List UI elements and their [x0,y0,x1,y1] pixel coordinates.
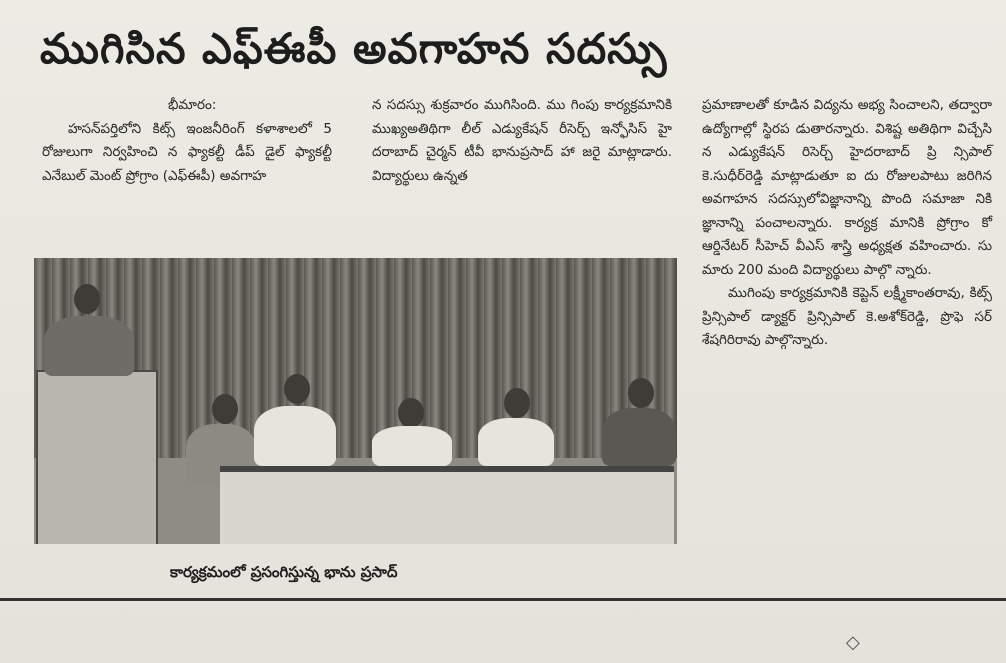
event-photo [34,258,677,544]
guest-figure [478,418,554,466]
guest-head [398,398,424,428]
guest-figure [254,406,336,466]
guest-head [504,388,530,418]
article-column-1 [42,94,332,188]
bottom-rule [0,598,1006,601]
guest-figure [372,426,452,466]
photo-caption: కార్యక్రమంలో ప్రసంగిస్తున్న భాను ప్రసాద్ [170,563,398,581]
headline: ముగిసిన ఎఫ్‌ఈపీ అవగాహన సదస్సు [40,24,668,73]
podium [36,370,158,544]
guest-figure [602,408,676,466]
article-column-3 [702,94,992,353]
article-text-2: న సదస్సు శుక్రవారం ముగిసింది. ము గింపు కార్యక్రమానికి ముఖ్యఅతిథిగా లీల్ ఎడ్యుకేషన్ రీసెర్చ్ ఇన్ఫోసిస్ హై దరాబాద్ చైర్మన్ టీవీ భానుప్రసాద్ హా జరై మాట్లాడారు. విద్యార్థులు ఉన్నత [372,97,672,184]
speaker-figure [44,316,134,376]
guest-head [212,394,238,424]
speaker-head [74,284,100,314]
dais-table [220,466,674,544]
article-text-4: ముగింపు కార్యక్రమానికి కెప్టెన్ లక్ష్మీకాంతరావు, కిట్స్ ప్రిన్సిపాల్ డ్యాక్టర్ ప్రిన్సిపాల్ కె.అశోక్‌రెడ్డి, ప్రొఫె సర్ శేషగిరిరావు పాల్గొన్నారు. [702,285,992,348]
dateline: భీమారం: [168,97,217,113]
pen-mark-icon: ◇ [846,632,860,653]
guest-head [628,378,654,408]
article-text-1: హసన్‌పర్తిలోని కిట్స్ ఇంజనీరింగ్ కళాశాలలో 5 రోజులుగా నిర్వహించి న ఫ్యాకల్టీ డీప్ డైల్ ఫ్యాకల్టీ ఎనేబుల్ మెంట్ ప్రోగ్రాం (ఎఫ్‌ఈపీ) అవగాహ [42,120,332,184]
article-column-2 [372,94,672,188]
article-text-3: ప్రమాణాలతో కూడిన విద్యను అభ్య సించాలని, తద్వారా ఉద్యోగాల్లో స్థిరప డుతారన్నారు. విశిష్ట అతిథిగా విచ్చేసి న ఎడ్యుకేషన్ రిసెర్చ్ హైదరాబాద్ ప్రి న్సిపాల్ కె.సుధీర్‌రెడ్డి మాట్లాడుతూ ఐ దు రోజులపాటు జరిగిన అవగాహన సదస్సులోవిజ్ఞానాన్ని పొంది సమాజా నికి జ్ఞానాన్ని పంచాలన్నారు. కార్యక్ర మానికి ప్రోగ్రాం కో ఆర్డినేటర్ సీహెచ్ వీఎస్ శాస్త్రి అధ్యక్షత వహించారు. సు మారు 200 మంది విద్యార్థులు పాల్గొ న్నారు. [702,97,992,278]
guest-head [284,374,310,404]
